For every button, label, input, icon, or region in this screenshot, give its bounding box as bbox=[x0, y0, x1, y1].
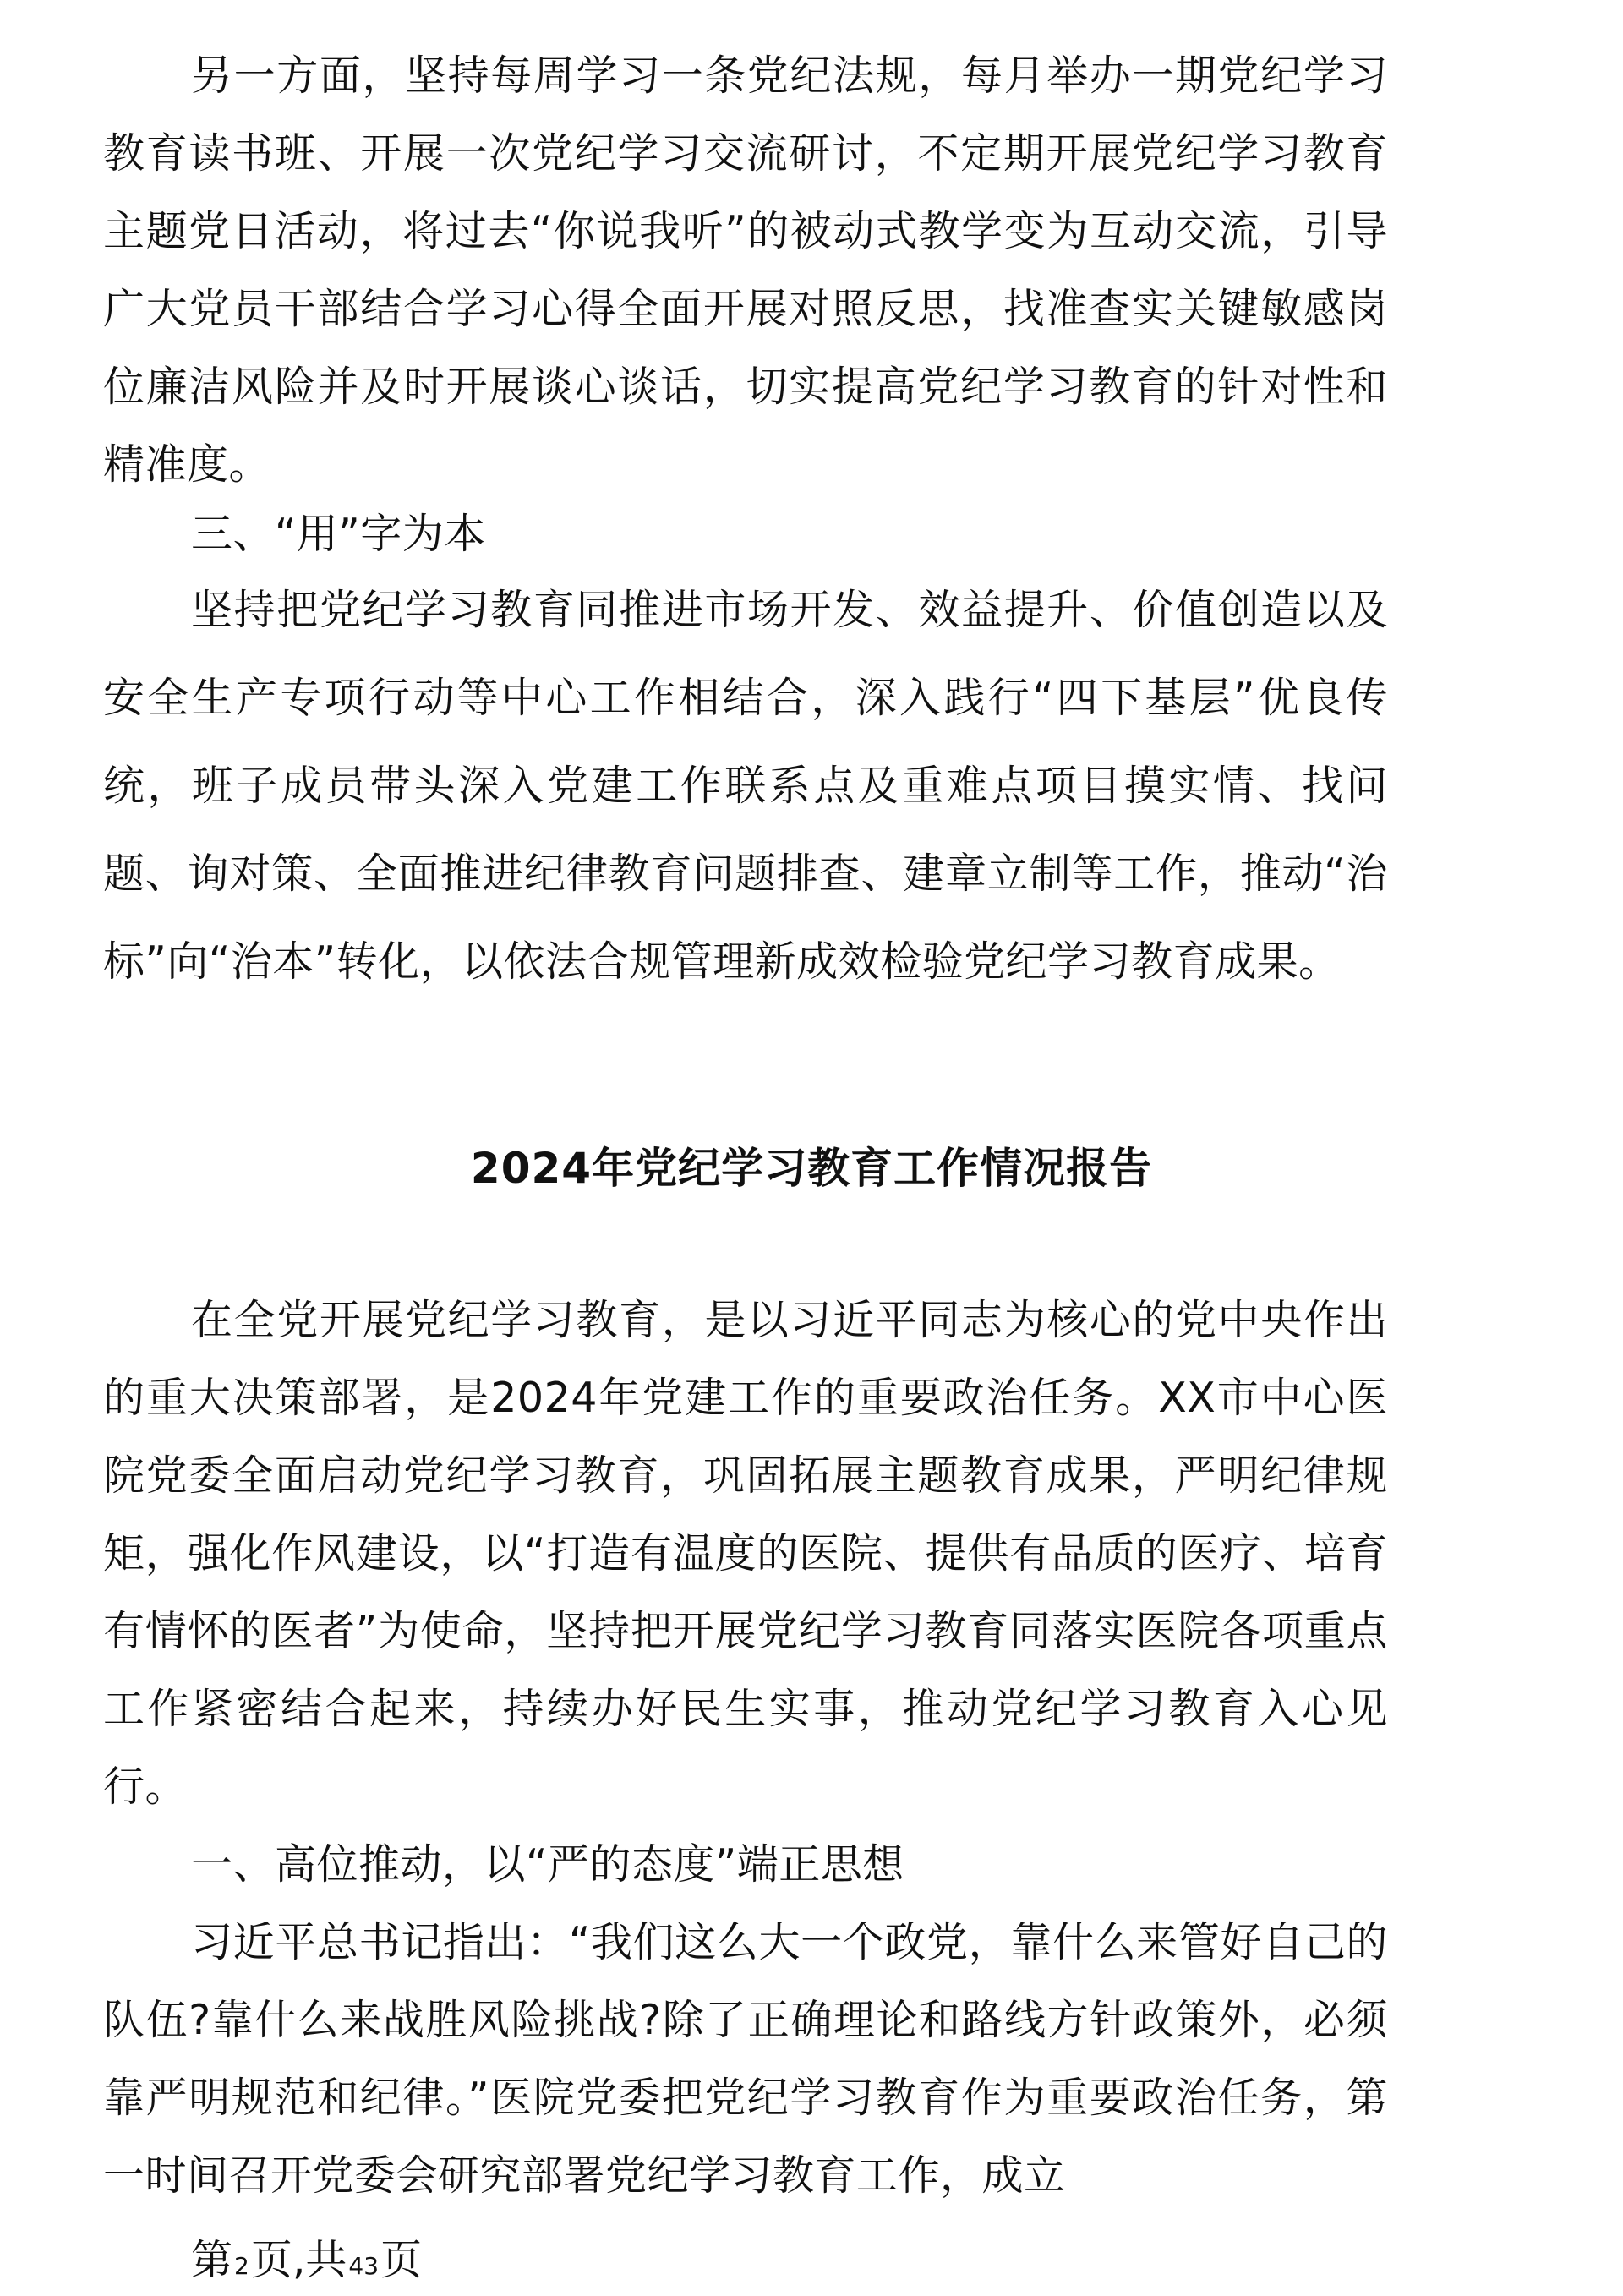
paragraph-intro: 在全党开展党纪学习教育，是以习近平同志为核心的党中央作出的重大决策部署，是2024年党建工作的重要政治任务。XX市中心医院党委全面启动党纪学习教育，巩固拓展主题教育成果，严明纪律规矩，强化作风建设，以“打造有温度的医院、提供有品质的医疗、培育有情怀的医者”为使命，坚持把开展党纪学习教育同落实医院各项重点工作紧密结合起来，持续办好民生实事，推动党纪学习教育入心见行。 bbox=[103, 1296, 1388, 1811]
page-footer bbox=[191, 2235, 422, 2292]
footer-total-pages: 43 bbox=[348, 2252, 380, 2280]
footer-middle: 页,共 bbox=[250, 2236, 347, 2284]
paragraph-one: 习近平总书记指出：“我们这么大一个政党，靠什么来管好自己的队伍?靠什么来战胜风险挑战?除了正确理论和路线方针政策外，必须靠严明规范和纪律。”医院党委把党纪学习教育作为重要政治任务，第一时间召开党委会研究部署党纪学习教育工作，成立 bbox=[103, 1918, 1388, 2200]
footer-page-number: 2 bbox=[234, 2252, 249, 2280]
footer-prefix: 第 bbox=[191, 2236, 233, 2284]
report-title: 2024年党纪学习教育工作情况报告 bbox=[470, 1144, 1153, 1193]
paragraph-discipline-study: 另一方面，坚持每周学习一条党纪法规，每月举办一期党纪学习教育读书班、开展一次党纪学习交流研讨，不定期开展党纪学习教育主题党日活动，将过去“你说我听”的被动式教学变为互动交流，引导广大党员干部结合学习心得全面开展对照反思，找准查实关键敏感岗位廉洁风险并及时开展谈心谈话，切实提高党纪学习教育的针对性和精准度。 bbox=[103, 52, 1388, 489]
paragraph-yong: 坚持把党纪学习教育同推进市场开发、效益提升、价值创造以及安全生产专项行动等中心工作相结合，深入践行“四下基层”优良传统，班子成员带头深入党建工作联系点及重难点项目摸实情、找问题、询对策、全面推进纪律教育问题排查、建章立制等工作，推动“治标”向“治本”转化，以依法合规管理新成效检验党纪学习教育成果。 bbox=[103, 586, 1388, 986]
section-heading-yong: 三、“用”字为本 bbox=[191, 510, 486, 558]
footer-suffix: 页 bbox=[380, 2236, 423, 2284]
section-heading-one: 一、高位推动，以“严的态度”端正思想 bbox=[191, 1840, 904, 1889]
